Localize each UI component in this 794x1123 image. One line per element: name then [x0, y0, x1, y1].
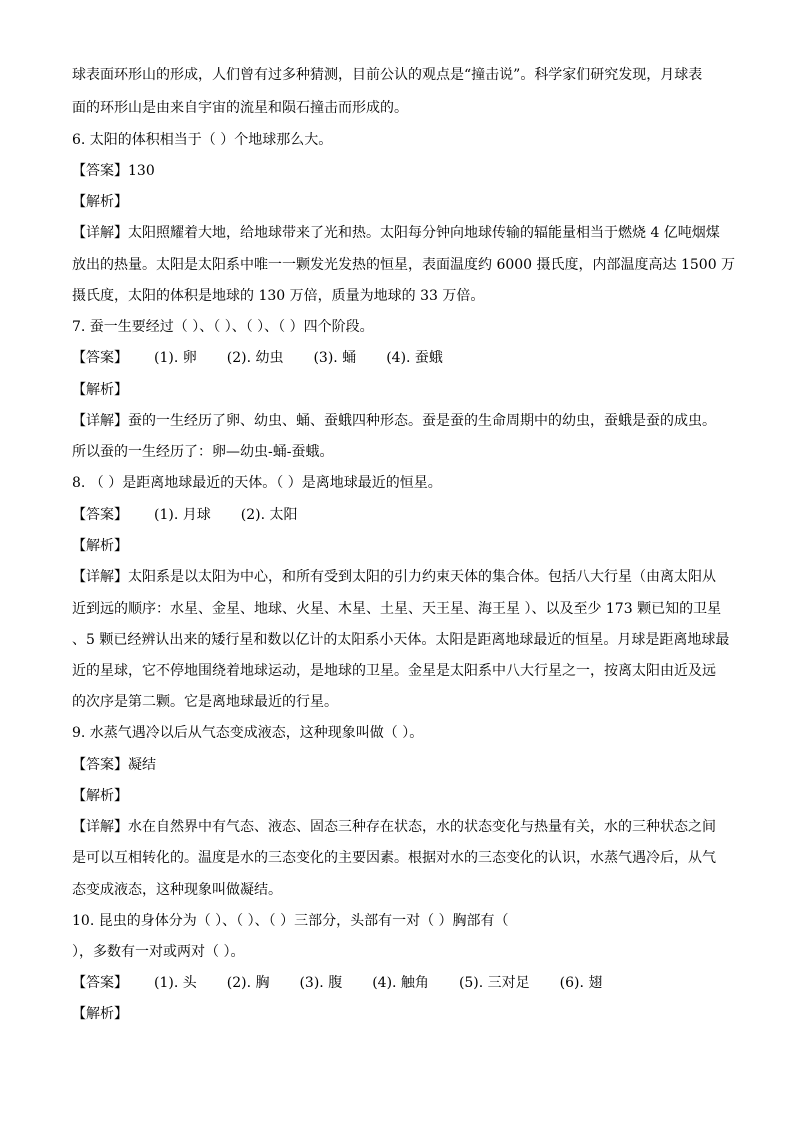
question-10-line-1: 10. 昆虫的身体分为（ ）、（ ）、（ ）三部分，头部有一对（ ）胸部有（: [72, 913, 509, 929]
q6-detail-line-2: 放出的热量。太阳是太阳系中唯一一颗发光发热的恒星，表面温度约 6000 摄氏度，内部温度高达 1500 万: [72, 257, 736, 273]
q6-answer-value: 130: [128, 163, 155, 179]
answer-label: 【答案】: [72, 350, 128, 366]
q9-detail-line-1: 【详解】水在自然界中有气态、液态、固态三种存在状态，水的状态变化与热量有关，水的三种状态之间: [72, 819, 716, 835]
q10-answer-2: (2). 胸: [226, 975, 270, 991]
question-8: 8. （ ）是距离地球最近的天体。（ ）是离地球最近的恒星。: [72, 475, 442, 491]
answer-label: 【答案】: [72, 757, 128, 773]
answer-label: 【答案】: [72, 163, 128, 179]
q7-answer-1: (1). 卵: [154, 350, 197, 366]
q10-answer-5: (5). 三对足: [458, 975, 530, 991]
q6-answer-row: [72, 162, 732, 180]
q7-answer-row: [72, 349, 732, 367]
q8-detail-line-3: 、5 颗已经辨认出来的矮行星和数以亿计的太阳系小天体。太阳是距离地球最近的恒星。月球是距离地球最: [72, 632, 730, 648]
q8-answer-row: [72, 506, 732, 524]
question-7: 7. 蚕一生要经过（ ）、（ ）、（ ）、（ ）四个阶段。: [72, 319, 374, 335]
question-10-line-2: ），多数有一对或两对（ ）。: [72, 944, 245, 960]
q8-answer-2: (2). 太阳: [240, 507, 298, 523]
answer-label: 【答案】: [72, 507, 128, 523]
q8-answer-1: (1). 月球: [154, 507, 211, 523]
q10-answer-row: [72, 974, 732, 992]
detail-label: 【详解】: [72, 569, 128, 585]
q9-detail-line-3: 态变成液态，这种现象叫做凝结。: [72, 882, 282, 898]
question-9: 9. 水蒸气遇冷以后从气态变成液态，这种现象叫做（ ）。: [72, 725, 424, 741]
q7-answer-4: (4). 蚕蛾: [386, 350, 443, 366]
q10-analysis-label: 【解析】: [72, 1006, 128, 1022]
q6-detail-line-3: 摄氏度，太阳的体积是地球的 130 万倍，质量为地球的 33 万倍。: [72, 288, 485, 304]
q7-detail-line-1: 【详解】蚕的一生经历了卵、幼虫、蛹、蚕蛾四种形态。蚕是蚕的生命周期中的幼虫，蚕蛾是蚕的成虫。: [72, 413, 716, 429]
intro-line-1: 球表面环形山的形成，人们曾有过多种猜测，目前公认的观点是“撞击说”。科学家们研究发现，月球表: [72, 67, 703, 83]
detail-label: 【详解】: [72, 819, 128, 835]
answer-label: 【答案】: [72, 975, 128, 991]
question-6: 6. 太阳的体积相当于（ ）个地球那么大。: [72, 132, 333, 148]
q6-detail-line-1: 【详解】太阳照耀着大地，给地球带来了光和热。太阳每分钟向地球传输的辐能量相当于燃烧 4 亿吨烟煤: [72, 225, 720, 241]
q8-detail-line-5: 的次序是第二颗。它是离地球最近的行星。: [72, 694, 338, 710]
q10-answer-3: (3). 腹: [299, 975, 343, 991]
q10-answer-4: (4). 触角: [372, 975, 429, 991]
intro-line-2: 面的环形山是由来自宇宙的流星和陨石撞击而形成的。: [72, 100, 408, 116]
q7-answer-3: (3). 蛹: [313, 350, 357, 366]
q7-detail-line-2: 所以蚕的一生经历了：卵—幼虫-蛹-蚕蛾。: [72, 444, 334, 460]
detail-label: 【详解】: [72, 413, 128, 429]
q9-analysis-label: 【解析】: [72, 788, 128, 804]
q10-answer-1: (1). 头: [154, 975, 197, 991]
q9-answer-row: [72, 756, 732, 774]
q6-analysis-label: 【解析】: [72, 194, 128, 210]
q9-answer-value: 凝结: [128, 757, 156, 773]
q8-detail-line-1: 【详解】太阳系是以太阳为中心，和所有受到太阳的引力约束天体的集合体。包括八大行星（由离太阳从: [72, 569, 716, 585]
q9-detail-line-2: 是可以互相转化的。温度是水的三态变化的主要因素。根据对水的三态变化的认识，水蒸气遇冷后，从气: [72, 850, 716, 866]
q7-analysis-label: 【解析】: [72, 382, 128, 398]
q8-analysis-label: 【解析】: [72, 538, 128, 554]
q10-answer-6: (6). 翅: [559, 975, 603, 991]
q8-detail-line-2: 近到远的顺序：水星、金星、地球、火星、木星、土星、天王星、海王星 ）、以及至少 173 颗已知的卫星: [72, 601, 722, 617]
q8-detail-line-4: 近的星球，它不停地围绕着地球运动，是地球的卫星。金星是太阳系中八大行星之一，按离太阳由近及远: [72, 663, 716, 679]
detail-label: 【详解】: [72, 225, 128, 241]
q7-answer-2: (2). 幼虫: [226, 350, 284, 366]
